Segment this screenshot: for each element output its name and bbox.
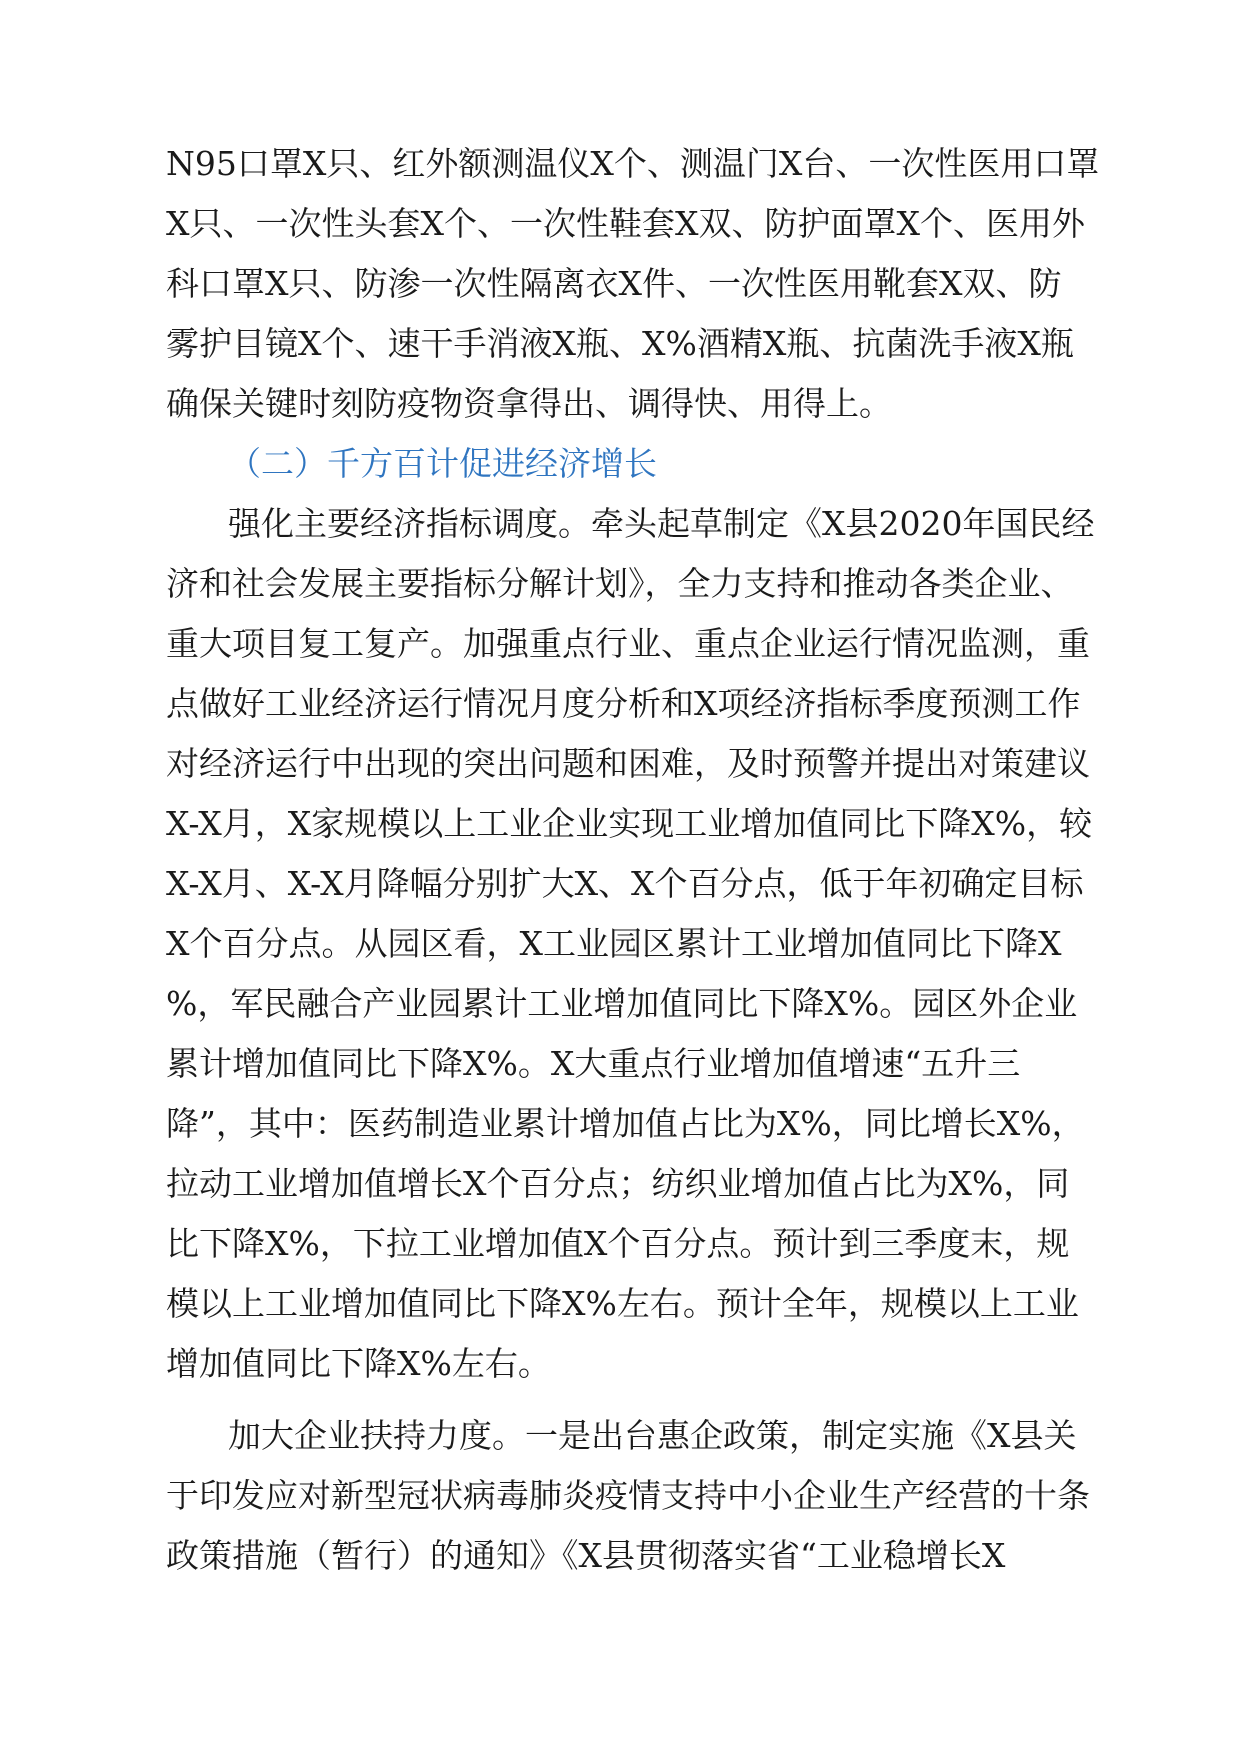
text-line: 雾护目镜X个、速干手消液X瓶、X%酒精X瓶、抗菌洗手液X瓶: [166, 324, 1074, 363]
paragraph-gap: [166, 1394, 1126, 1406]
section-heading: （二）千方百计促进经济增长: [228, 444, 657, 483]
text-line: X只、一次性头套X个、一次性鞋套X双、防护面罩X个、医用外: [166, 204, 1085, 243]
paragraph-first-line: 加大企业扶持力度。一是出台惠企政策，制定实施《X县关: [228, 1416, 1077, 1455]
text-line: 增加值同比下降X%左右。: [166, 1344, 551, 1383]
text-line: 于印发应对新型冠状病毒肺炎疫情支持中小企业生产经营的十条: [166, 1476, 1090, 1515]
document-body: [166, 134, 1126, 1586]
text-line: 政策措施（暂行）的通知》《X县贯彻落实省“工业稳增长X: [166, 1536, 1006, 1575]
text-line: 模以上工业增加值同比下降X%左右。预计全年，规模以上工业: [166, 1284, 1079, 1323]
text-line: N95口罩X只、红外额测温仪X个、测温门X台、一次性医用口罩: [166, 144, 1100, 183]
text-line: 比下降X%，下拉工业增加值X个百分点。预计到三季度末，规: [166, 1224, 1070, 1263]
text-line: X-X月，X家规模以上工业企业实现工业增加值同比下降X%，较: [166, 804, 1093, 843]
text-line: 累计增加值同比下降X%。X大重点行业增加值增速“五升三: [166, 1044, 1021, 1083]
text-line: 确保关键时刻防疫物资拿得出、调得快、用得上。: [166, 384, 892, 423]
text-line: X-X月、X-X月降幅分别扩大X、X个百分点，低于年初确定目标: [166, 864, 1084, 903]
text-line: 点做好工业经济运行情况月度分析和X项经济指标季度预测工作: [166, 684, 1081, 723]
text-line: 对经济运行中出现的突出问题和困难，及时预警并提出对策建议: [166, 744, 1090, 783]
text-line: 济和社会发展主要指标分解计划》，全力支持和推动各类企业、: [166, 564, 1074, 603]
paragraph-first-line: 强化主要经济指标调度。牵头起草制定《X县2020年国民经: [228, 504, 1095, 543]
text-line: 拉动工业增加值增长X个百分点；纺织业增加值占比为X%，同: [166, 1164, 1070, 1203]
text-line: 重大项目复工复产。加强重点行业、重点企业运行情况监测，重: [166, 624, 1090, 663]
text-line: %，军民融合产业园累计工业增加值同比下降X%。园区外企业: [166, 984, 1078, 1023]
text-line: X个百分点。从园区看，X工业园区累计工业增加值同比下降X: [166, 924, 1062, 963]
text-line: 科口罩X只、防渗一次性隔离衣X件、一次性医用靴套X双、防: [166, 264, 1062, 303]
text-line: 降”，其中：医药制造业累计增加值占比为X%，同比增长X%，: [166, 1104, 1085, 1143]
